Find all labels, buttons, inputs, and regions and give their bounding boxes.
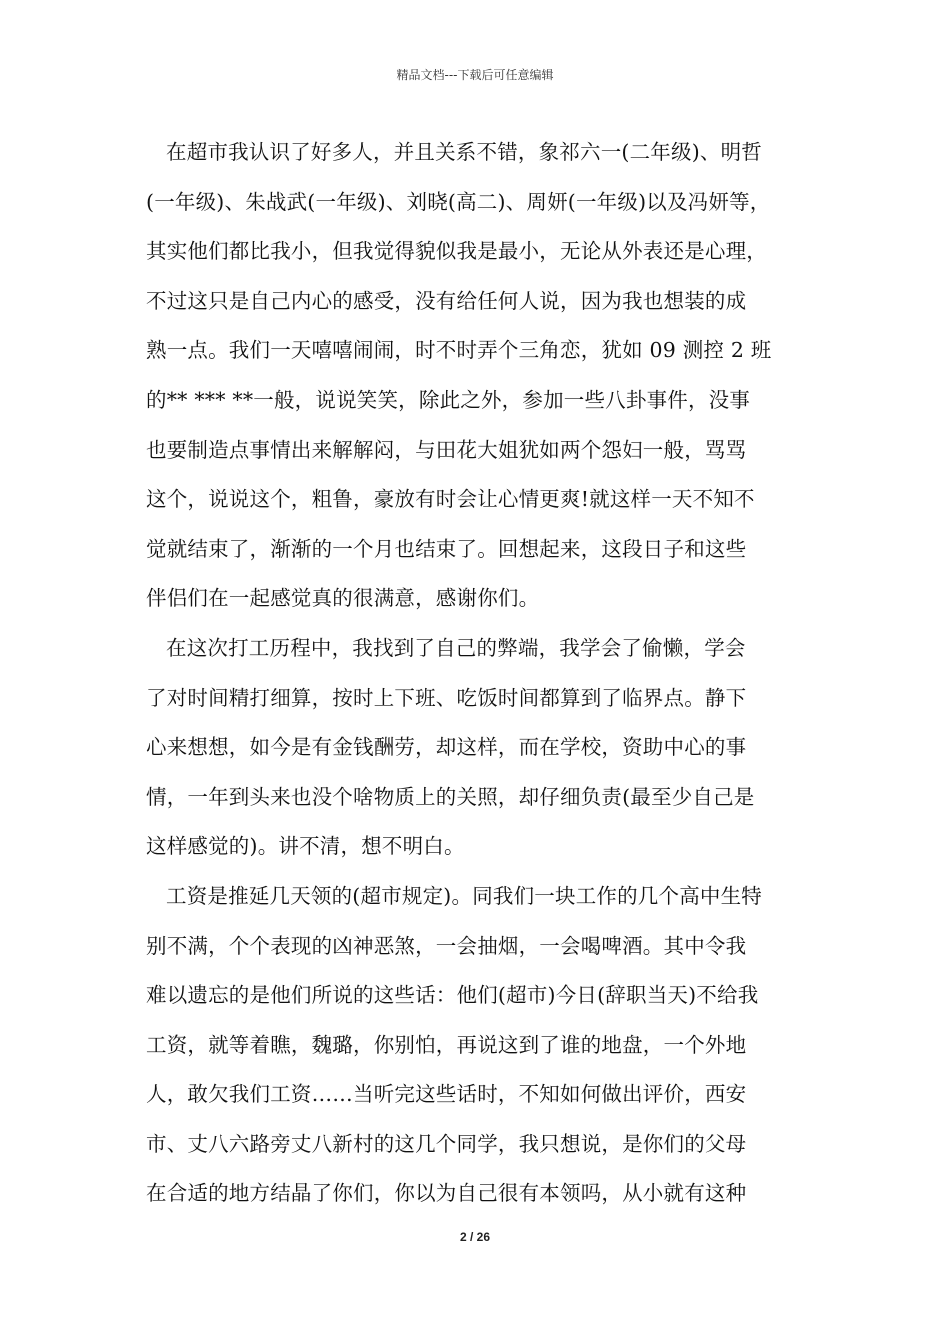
text-line: 别不满，个个表现的凶神恶煞，一会抽烟，一会喝啤酒。其中令我 <box>146 933 747 958</box>
text-line: 其实他们都比我小，但我觉得貌似我是最小，无论从外表还是心理， <box>146 239 767 264</box>
text-line: 难以遗忘的是他们所说的这些话：他们(超市)今日(辞职当天)不给我 <box>146 983 759 1008</box>
text-line: 人，敢欠我们工资……当听完这些话时，不知如何做出评价，西安 <box>146 1082 747 1107</box>
text-line: 这个，说说这个，粗鲁，豪放有时会让心情更爽!就这样一天不知不 <box>146 487 755 512</box>
text-line: 工资是推延几天领的(超市规定)。同我们一块工作的几个高中生特 <box>166 883 762 908</box>
text-line: 情，一年到头来也没个啥物质上的关照，却仔细负责(最至少自己是 <box>146 784 755 809</box>
text-line: (一年级)、朱战武(一年级)、刘晓(高二)、周妍(一年级)以及冯妍等， <box>146 189 771 214</box>
text-line: 市、丈八六路旁丈八新村的这几个同学，我只想说，是你们的父母 <box>146 1131 747 1156</box>
text-line: 在超市我认识了好多人，并且关系不错，象祁六一(二年级)、明哲 <box>166 140 762 164</box>
page-header: 精品文档---下载后可任意编辑 <box>396 68 554 82</box>
text-line: 熟一点。我们一天嘻嘻闹闹，时不时弄个三角恋，犹如 09 测控 2 班 <box>146 338 772 363</box>
text-line: 也要制造点事情出来解解闷，与田花大姐犹如两个怨妇一般，骂骂 <box>146 437 747 462</box>
text-line: 了对时间精打细算，按时上下班、吃饭时间都算到了临界点。静下 <box>146 685 747 710</box>
text-line: 不过这只是自己内心的感受，没有给任何人说，因为我也想装的成 <box>146 288 747 313</box>
text-line: 工资，就等着瞧，魏璐，你别怕，再说这到了谁的地盘，一个外地 <box>146 1032 747 1057</box>
text-line: 觉就结束了，渐渐的一个月也结束了。回想起来，这段日子和这些 <box>146 536 747 561</box>
text-line: 在这次打工历程中，我找到了自己的弊端，我学会了偷懒，学会 <box>166 635 746 660</box>
text-line: 心来想想，如今是有金钱酬劳，却这样，而在学校，资助中心的事 <box>146 735 747 760</box>
text-line: 在合适的地方结晶了你们，你以为自己很有本领吗，从小就有这种 <box>146 1181 747 1206</box>
text-line: 伴侣们在一起感觉真的很满意，感谢你们。 <box>146 586 540 611</box>
text-line: 的** *** **一般，说说笑笑，除此之外，参加一些八卦事件，没事 <box>146 387 751 412</box>
text-line: 这样感觉的)。讲不清，想不明白。 <box>146 834 465 859</box>
document-body <box>146 128 822 1219</box>
page-number: 2 / 26 <box>459 1230 491 1244</box>
